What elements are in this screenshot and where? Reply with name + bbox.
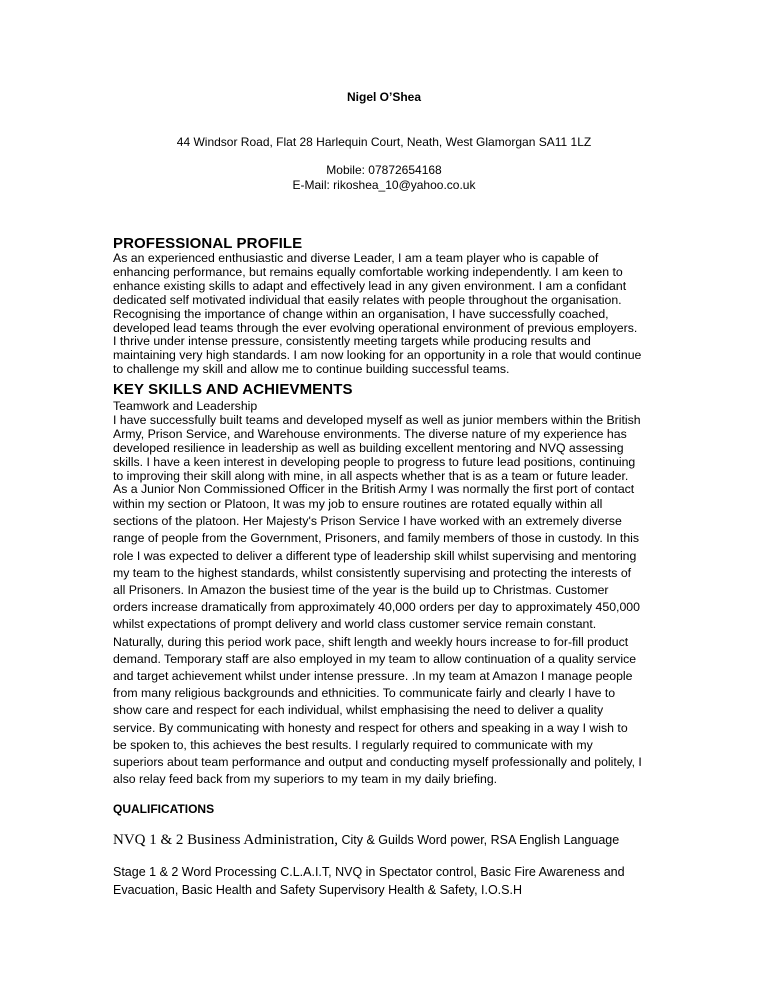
skills-line: orders increase dramatically from approximately 40,000 orders per day to approximately 450,000 — [113, 600, 640, 615]
profile-text — [113, 252, 658, 377]
skills-line: Naturally, during this period work pace, shift length and weekly hours increase to for-fill product — [113, 634, 629, 649]
skills-line: role I was expected to deliver a different type of leadership skill whilst supervising and mentoring — [113, 548, 637, 563]
skills-line: whilst expectations of prompt delivery and world class customer service remain constant. — [113, 617, 597, 632]
qualifications-lines — [113, 864, 625, 899]
profile-line: enhancing performance, but remains equally comfortable working independently. I am keen to — [113, 264, 623, 279]
skills-line: demand. Temporary staff are also employed in my team to allow continuation of a quality service — [113, 651, 637, 666]
email-line: E-Mail: rikoshea_10@yahoo.co.uk — [292, 178, 476, 192]
skills-line: developed resilience in leadership as well as building excellent mentoring and NVQ assessing — [113, 440, 624, 455]
profile-line: Recognising the importance of change within an organisation, I have successfully coached, — [113, 306, 609, 321]
skills-line: within my section or Platoon, It was my job to ensure routines are rotated equally within all — [113, 497, 603, 511]
profile-line: maintaining very high standards. I am now looking for an opportunity in a role that would continue — [113, 348, 642, 363]
skills-line: be spoken to, this achieves the best results. I regularly required to communicate with my — [113, 737, 593, 752]
profile-line: enhance existing skills to adapt and effectively lead in any given environment. I am a confidant — [113, 278, 627, 293]
mobile-line: Mobile: 07872654168 — [326, 163, 442, 177]
skills-heading: KEY SKILLS AND ACHIEVMENTS — [113, 381, 353, 398]
address-line: 44 Windsor Road, Flat 28 Harlequin Court, Neath, West Glamorgan SA11 1LZ — [176, 135, 592, 149]
skills-line: As a Junior Non Commissioned Officer in the British Army I was normally the first port of contact — [113, 482, 635, 497]
qualification-rest-text: City & Guilds Word power, RSA English Language — [338, 833, 620, 847]
skills-line: to improving their skill along with mine, in all aspects whether that is as a team or future leader. — [113, 468, 629, 483]
profile-line: I thrive under intense pressure, consistently meeting targets while producing results and — [113, 334, 591, 349]
qualifications-line-3: Evacuation, Basic Health and Safety Supervisory Health & Safety, I.O.S.H — [113, 882, 522, 897]
profile-line: developed lead teams through the ever evolving operational environment of previous employers. — [113, 320, 638, 335]
skills-text-b — [113, 496, 658, 788]
skills-line: I have successfully built teams and developed myself as well as junior members within the British — [113, 412, 641, 427]
skills-line: and target achievement whilst under intense pressure. .In my team at Amazon I manage people — [113, 669, 633, 684]
skills-line: range of people from the Government, Prisoners, and family members of those in custody. In this — [113, 531, 640, 546]
qualification-serif-text: NVQ 1 & 2 Business Administration, — [113, 832, 339, 848]
profile-line: to challenge my skill and allow me to continue building successful teams. — [113, 362, 510, 377]
skills-line: service. By communicating with honesty and respect for others and speaking in a way I wish to — [113, 720, 628, 735]
skills-line: all Prisoners. In Amazon the busiest time of the year is the build up to Christmas. Customer — [113, 583, 609, 598]
skills-subheading: Teamwork and Leadership — [113, 399, 258, 413]
skills-line: also relay feed back from my superiors to my team in my daily briefing. — [113, 772, 498, 787]
profile-line: As an experienced enthusiastic and diverse Leader, I am a team player who is capable of — [113, 251, 599, 265]
skills-line: skills. I have a keen interest in developing people to progress to future lead positions, continuing — [113, 454, 636, 469]
profile-line: dedicated self motivated individual that easily relates with people throughout the organisation. — [113, 292, 622, 307]
candidate-name: Nigel O’Shea — [346, 90, 422, 104]
skills-line: show care and respect for each individual, whilst emphasising the need to deliver a quality — [113, 703, 604, 718]
skills-text-a — [113, 400, 658, 497]
skills-line: sections of the platoon. Her Majesty's Prison Service I have worked with an extremely diverse — [113, 514, 622, 529]
skills-line: my team to the highest standards, whilst consistently supervising and protecting the interests of — [113, 565, 632, 580]
skills-line: Army, Prison Service, and Warehouse environments. The diverse nature of my experience has — [113, 426, 627, 441]
qualifications-line-1 — [113, 832, 619, 849]
skills-line: from many religious backgrounds and ethnicities. To communicate fairly and clearly I have to — [113, 686, 616, 701]
profile-heading: PROFESSIONAL PROFILE — [113, 235, 303, 252]
qualifications-heading: QUALIFICATIONS — [113, 802, 215, 816]
skills-line: superiors about team performance and output and conducting myself professionally and politely, I — [113, 755, 642, 770]
qualifications-line-2: Stage 1 & 2 Word Processing C.L.A.I.T, NVQ in Spectator control, Basic Fire Awareness and — [113, 865, 625, 879]
